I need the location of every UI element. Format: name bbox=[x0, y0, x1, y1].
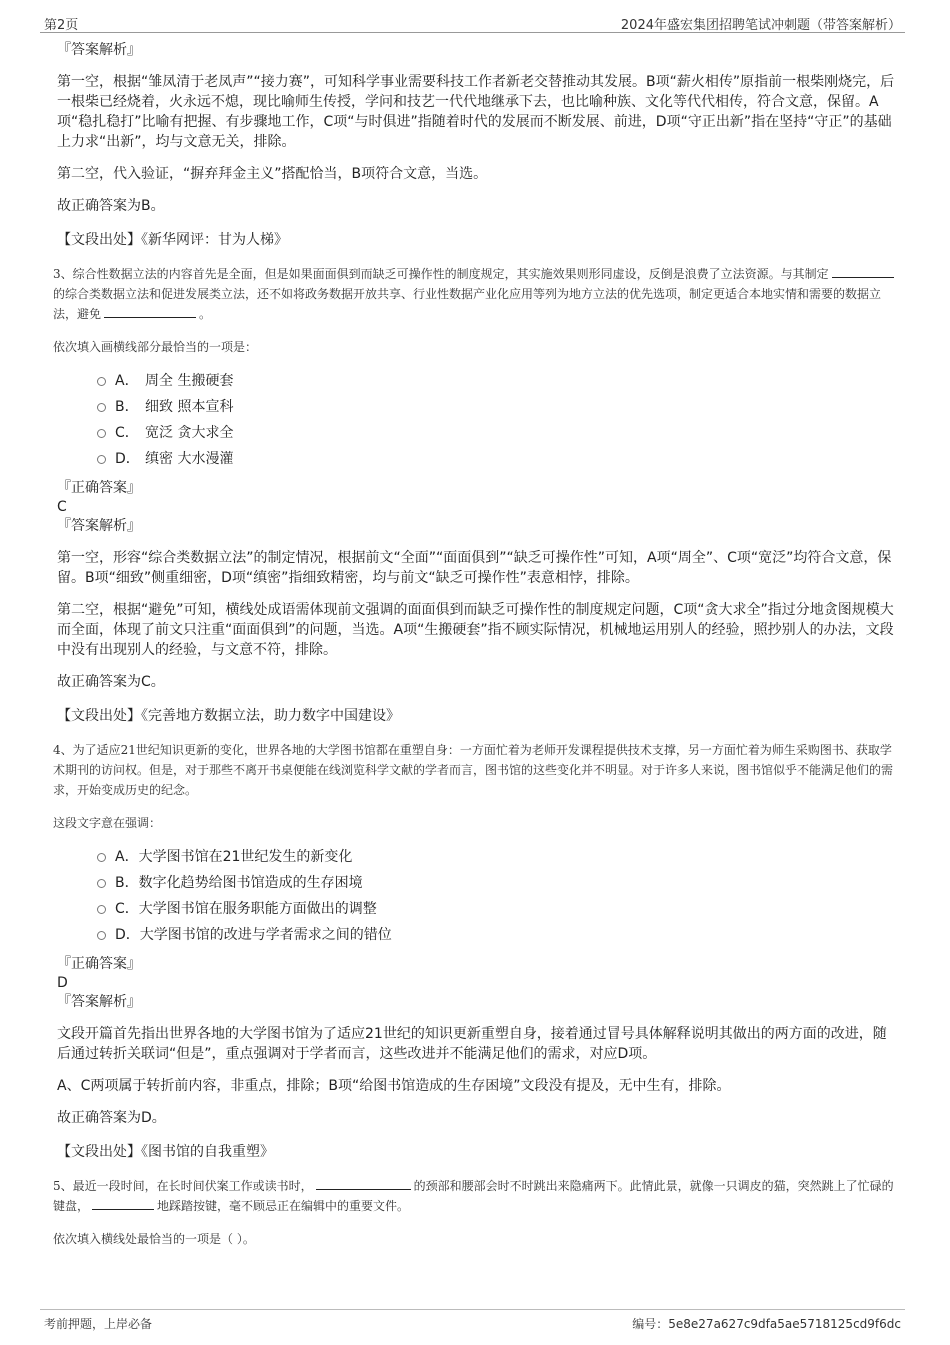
option-text: 大学图书馆的改进与学者需求之间的错位 bbox=[139, 927, 392, 943]
q3-stem-part-2: 的综合类数据立法和促进发展类立法，还不如将政务数据开放共享、行业性数据产业化应用等列为地方立法的优先选项，制定更适合本地实情和需要的数据立法，避免 bbox=[53, 287, 882, 321]
q2-analysis-paragraph-1: 第一空，根据“雏凤清于老凤声”“接力赛”，可知科学事业需要科技工作者新老交替推动其发展。B项“薪火相传”原指前一根柴刚烧完，后一根柴已经烧着，火永远不熄，现比喻师生传授，学问和技艺一代代地继承下去，也比喻种族、文化等代代相传，符合文意，保留。A项“稳扎稳打”比喻有把握、有步骤地工作，C项“与时俱进”指随着时代的发展而不断发展、前进，D项“守正出新”指在坚持“守正”的基础上力求“出新”，均与文意无关，排除。 bbox=[57, 74, 895, 150]
q3-conclusion: 故正确答案为C。 bbox=[57, 674, 165, 690]
q2-conclusion: 故正确答案为B。 bbox=[57, 198, 165, 214]
q5-stem-part-2: 的颈部和腰部会时不时跳出来隐痛两下。此情此景，就像一只调皮的猫，突然跳上了忙碌的键盘， bbox=[53, 1179, 894, 1213]
q4-analysis-paragraph-2: A、C两项属于转折前内容，非重点，排除；B项“给图书馆造成的生存困境”文段没有提及，无中生有，排除。 bbox=[57, 1078, 731, 1094]
option-text: 细致 照本宣科 bbox=[145, 399, 234, 415]
q3-analysis-paragraph-2: 第二空，根据“避免”可知，横线处成语需体现前文强调的面面俱到而缺乏可操作性的制度规定问题，C项“贪大求全”指过分地贪图规模大而全面，体现了前文只注重“面面俱到”的问题，当选。A项“生搬硬套”指不顾实际情况，机械地运用别人的经验，照抄别人的办法，文段中没有出现别人的经验，与文意不符，排除。 bbox=[57, 602, 894, 658]
q4-source: 【文段出处】《图书馆的自我重塑》 bbox=[57, 1144, 274, 1160]
q5-blank-1 bbox=[316, 1177, 411, 1190]
radio-icon[interactable] bbox=[97, 905, 106, 914]
q3-options bbox=[97, 368, 897, 472]
q3-option-c[interactable] bbox=[97, 420, 897, 446]
radio-icon[interactable] bbox=[97, 377, 106, 386]
q3-answer: C bbox=[57, 499, 67, 515]
radio-icon[interactable] bbox=[97, 429, 106, 438]
option-text: 宽泛 贪大求全 bbox=[145, 425, 234, 441]
option-key: A． bbox=[115, 373, 139, 389]
document-title: 2024年盛宏集团招聘笔试冲刺题（带答案解析） bbox=[620, 18, 901, 33]
radio-icon[interactable] bbox=[97, 879, 106, 888]
analysis-label: 『答案解析』 bbox=[57, 42, 141, 58]
q3-option-d[interactable] bbox=[97, 446, 897, 472]
document-body bbox=[53, 40, 897, 1248]
q5-stem-part-1: 5、最近一段时间，在长时间伏案工作或读书时， bbox=[53, 1179, 313, 1193]
option-key: A． bbox=[115, 849, 139, 865]
correct-answer-label: 『正确答案』 bbox=[57, 956, 141, 972]
q4-option-b[interactable] bbox=[97, 870, 897, 896]
option-text: 缜密 大水漫灌 bbox=[145, 451, 234, 467]
document-id: 编号：5e8e27a627c9dfa5ae5718125cd9f6dc bbox=[632, 1317, 901, 1331]
radio-icon[interactable] bbox=[97, 853, 106, 862]
option-key: B． bbox=[115, 399, 139, 415]
page-footer bbox=[40, 1309, 905, 1334]
q4-option-a[interactable] bbox=[97, 844, 897, 870]
q3-blank-1 bbox=[832, 265, 894, 278]
analysis-label: 『答案解析』 bbox=[57, 994, 141, 1010]
q3-option-a[interactable] bbox=[97, 368, 897, 394]
q3-stem-part-1: 3、综合性数据立法的内容首先是全面，但是如果面面俱到而缺乏可操作性的制度规定，其实施效果则形同虚设，反倒是浪费了立法资源。与其制定 bbox=[53, 267, 829, 281]
q3-source: 【文段出处】《完善地方数据立法，助力数字中国建设》 bbox=[57, 708, 400, 724]
option-text: 周全 生搬硬套 bbox=[145, 373, 234, 389]
option-key: C． bbox=[115, 425, 139, 441]
correct-answer-label: 『正确答案』 bbox=[57, 480, 141, 496]
q5-blank-2 bbox=[92, 1197, 154, 1210]
q2-analysis-paragraph-2: 第二空，代入验证，“摒弃拜金主义”搭配恰当，B项符合文意，当选。 bbox=[57, 166, 488, 182]
radio-icon[interactable] bbox=[97, 403, 106, 412]
page-number: 第2页 bbox=[44, 18, 79, 33]
q4-option-c[interactable] bbox=[97, 896, 897, 922]
analysis-label: 『答案解析』 bbox=[57, 518, 141, 534]
q3-option-b[interactable] bbox=[97, 394, 897, 420]
q5-prompt: 依次填入横线处最恰当的一项是（ ）。 bbox=[53, 1232, 255, 1246]
option-key: D． bbox=[115, 451, 140, 467]
q3-stem bbox=[53, 264, 897, 324]
q4-options bbox=[97, 844, 897, 948]
option-text: 大学图书馆在服务职能方面做出的调整 bbox=[138, 901, 377, 917]
option-key: C． bbox=[115, 901, 139, 917]
option-key: D． bbox=[115, 927, 140, 943]
q4-conclusion: 故正确答案为D。 bbox=[57, 1110, 166, 1126]
q2-source: 【文段出处】《新华网评：甘为人梯》 bbox=[57, 232, 288, 248]
option-text: 数字化趋势给图书馆造成的生存困境 bbox=[138, 875, 363, 891]
q3-blank-2 bbox=[104, 305, 196, 318]
option-key: B． bbox=[115, 875, 139, 891]
q3-prompt: 依次填入画横线部分最恰当的一项是： bbox=[53, 340, 258, 354]
q5-stem bbox=[53, 1176, 897, 1216]
option-text: 大学图书馆在21世纪发生的新变化 bbox=[138, 849, 353, 865]
radio-icon[interactable] bbox=[97, 455, 106, 464]
q4-prompt: 这段文字意在强调： bbox=[53, 816, 162, 830]
page-header bbox=[40, 12, 905, 33]
q3-stem-part-3: 。 bbox=[199, 307, 212, 321]
q5-stem-part-3: 地踩踏按键，毫不顾忌正在编辑中的重要文件。 bbox=[157, 1199, 410, 1213]
footer-slogan: 考前押题，上岸必备 bbox=[44, 1317, 153, 1331]
q3-analysis-paragraph-1: 第一空，形容“综合类数据立法”的制定情况，根据前文“全面”“面面俱到”“缺乏可操作性”可知，A项“周全”、C项“宽泛”均符合文意，保留。B项“细致”侧重细密，D项“缜密”指细致精密，均与前文“缺乏可操作性”表意相悖，排除。 bbox=[57, 550, 892, 586]
q4-stem: 4、为了适应21世纪知识更新的变化，世界各地的大学图书馆都在重塑自身：一方面忙着为老师开发课程提供技术支撑，另一方面忙着为师生采购图书、获取学术期刊的访问权。但是，对于那些不离开书桌便能在线浏览科学文献的学者而言，图书馆的这些变化并不明显。对于许多人来说，图书馆似乎不能满足他们的需求，开始变成历史的纪念。 bbox=[53, 743, 894, 797]
q4-analysis-paragraph-1: 文段开篇首先指出世界各地的大学图书馆为了适应21世纪的知识更新重塑自身，接着通过冒号具体解释说明其做出的两方面的改进，随后通过转折关联词“但是”，重点强调对于学者而言，这些改进并不能满足他们的需求，对应D项。 bbox=[57, 1026, 887, 1062]
q4-option-d[interactable] bbox=[97, 922, 897, 948]
q4-answer: D bbox=[57, 975, 68, 991]
radio-icon[interactable] bbox=[97, 931, 106, 940]
